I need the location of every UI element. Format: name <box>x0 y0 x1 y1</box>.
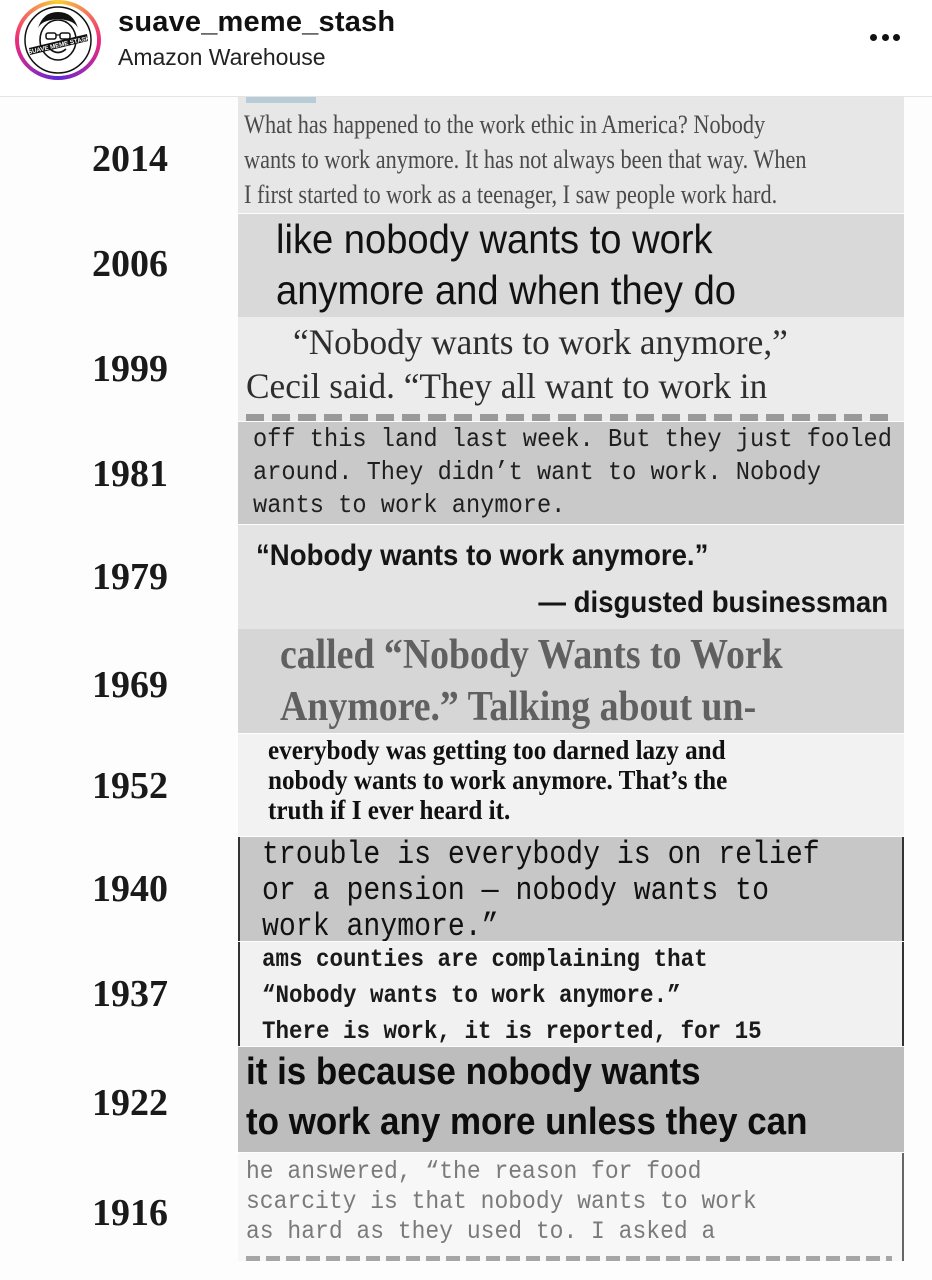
year-label: 1979 <box>92 556 168 598</box>
year-label: 1937 <box>92 973 168 1015</box>
clipping-line: nobody wants to work anymore. That’s the <box>268 765 728 795</box>
year-label: 1952 <box>92 765 168 807</box>
clipping-line: ams counties are complaining that <box>262 945 708 974</box>
clipping-row-1979 <box>0 525 932 629</box>
year-label: 1969 <box>92 664 168 706</box>
newspaper-clipping <box>238 1153 904 1261</box>
newspaper-clipping <box>238 734 904 836</box>
clipping-row-1981 <box>0 422 932 525</box>
clipping-line: “Nobody wants to work anymore,” <box>293 322 788 362</box>
clipping-line: wants to work anymore. <box>253 490 566 520</box>
clipping-line: called “Nobody Wants to Work <box>280 632 783 678</box>
clipping-line: or a pension — nobody wants to <box>262 872 769 909</box>
clipping-row-1937 <box>0 942 932 1047</box>
clipping-line: Anymore.” Talking about un- <box>280 684 757 730</box>
clipping-row-1969 <box>0 629 932 734</box>
clipping-line: work anymore.” <box>262 908 499 941</box>
avatar-face-icon <box>19 4 97 76</box>
clipping-line: to work any more unless they can <box>246 1101 808 1143</box>
avatar[interactable] <box>19 4 97 76</box>
cut-off-text-fragment <box>246 414 894 421</box>
clipping-line: What has happened to the work ethic in America? Nobody <box>244 109 766 139</box>
clipping-row-2014 <box>0 97 932 214</box>
clipping-row-1916 <box>0 1153 932 1280</box>
newspaper-clipping <box>238 317 904 421</box>
cut-off-text-fragment <box>246 1256 892 1261</box>
clipping-line: he answered, “the reason for food <box>246 1157 702 1186</box>
clipping-line: There is work, it is reported, for 15 <box>262 1017 762 1046</box>
clipping-line: wants to work anymore. It has not always been that way. When <box>244 144 807 174</box>
clipping-line: “Nobody wants to work anymore.” <box>262 981 681 1010</box>
clipping-line: trouble is everybody is on relief <box>262 837 820 873</box>
newspaper-clipping <box>238 629 904 733</box>
newspaper-clipping <box>238 422 904 524</box>
username[interactable]: suave_meme_stash <box>118 6 396 38</box>
clipping-line: off this land last week. But they just fooled <box>253 424 892 454</box>
year-label: 1999 <box>92 348 168 390</box>
more-horizontal-icon <box>870 30 900 44</box>
year-label: 1981 <box>92 453 168 495</box>
clipping-line: everybody was getting too darned lazy and <box>268 735 726 765</box>
clipping-line: around. They didn’t want to work. Nobody <box>253 457 821 487</box>
clipping-line: Cecil said. “They all want to work in <box>246 366 768 406</box>
clipping-line: as hard as they used to. I asked a <box>246 1217 716 1246</box>
newspaper-clipping <box>238 214 904 317</box>
location-tag[interactable]: Amazon Warehouse <box>118 44 326 70</box>
newspaper-clipping <box>238 525 904 629</box>
more-options-button[interactable] <box>870 30 900 44</box>
clipping-line: “Nobody wants to work anymore.” <box>256 539 709 572</box>
clipping-row-2006 <box>0 214 932 317</box>
clipping-line: I first started to work as a teenager, I saw people work hard. <box>244 179 778 209</box>
year-label: 2014 <box>92 138 168 180</box>
year-label: 2006 <box>92 243 168 285</box>
clipping-line: like nobody wants to work <box>276 216 713 262</box>
clipping-line: it is because nobody wants <box>246 1051 701 1093</box>
clipping-line: anymore and when they do <box>276 267 736 313</box>
year-label: 1916 <box>92 1192 168 1234</box>
year-label: 1940 <box>92 868 168 910</box>
clipping-line: — disgusted businessman <box>538 586 888 619</box>
newspaper-clipping <box>238 97 904 213</box>
story-ring[interactable] <box>15 0 101 80</box>
clipping-row-1952 <box>0 734 932 837</box>
clipping-row-1922 <box>0 1047 932 1153</box>
avatar-badge-text: SUAVE MEME STASH <box>27 34 91 57</box>
newspaper-clipping <box>238 942 904 1046</box>
clipping-line: truth if I ever heard it. <box>268 795 511 825</box>
clipping-row-1999 <box>0 317 932 422</box>
post-header <box>0 0 932 97</box>
clipping-row-1940 <box>0 837 932 942</box>
meme-image-collage <box>0 97 932 1280</box>
newspaper-clipping <box>238 837 904 941</box>
year-label: 1922 <box>92 1082 168 1124</box>
newspaper-clipping <box>238 1047 904 1152</box>
clipping-line: scarcity is that nobody wants to work <box>246 1187 757 1216</box>
